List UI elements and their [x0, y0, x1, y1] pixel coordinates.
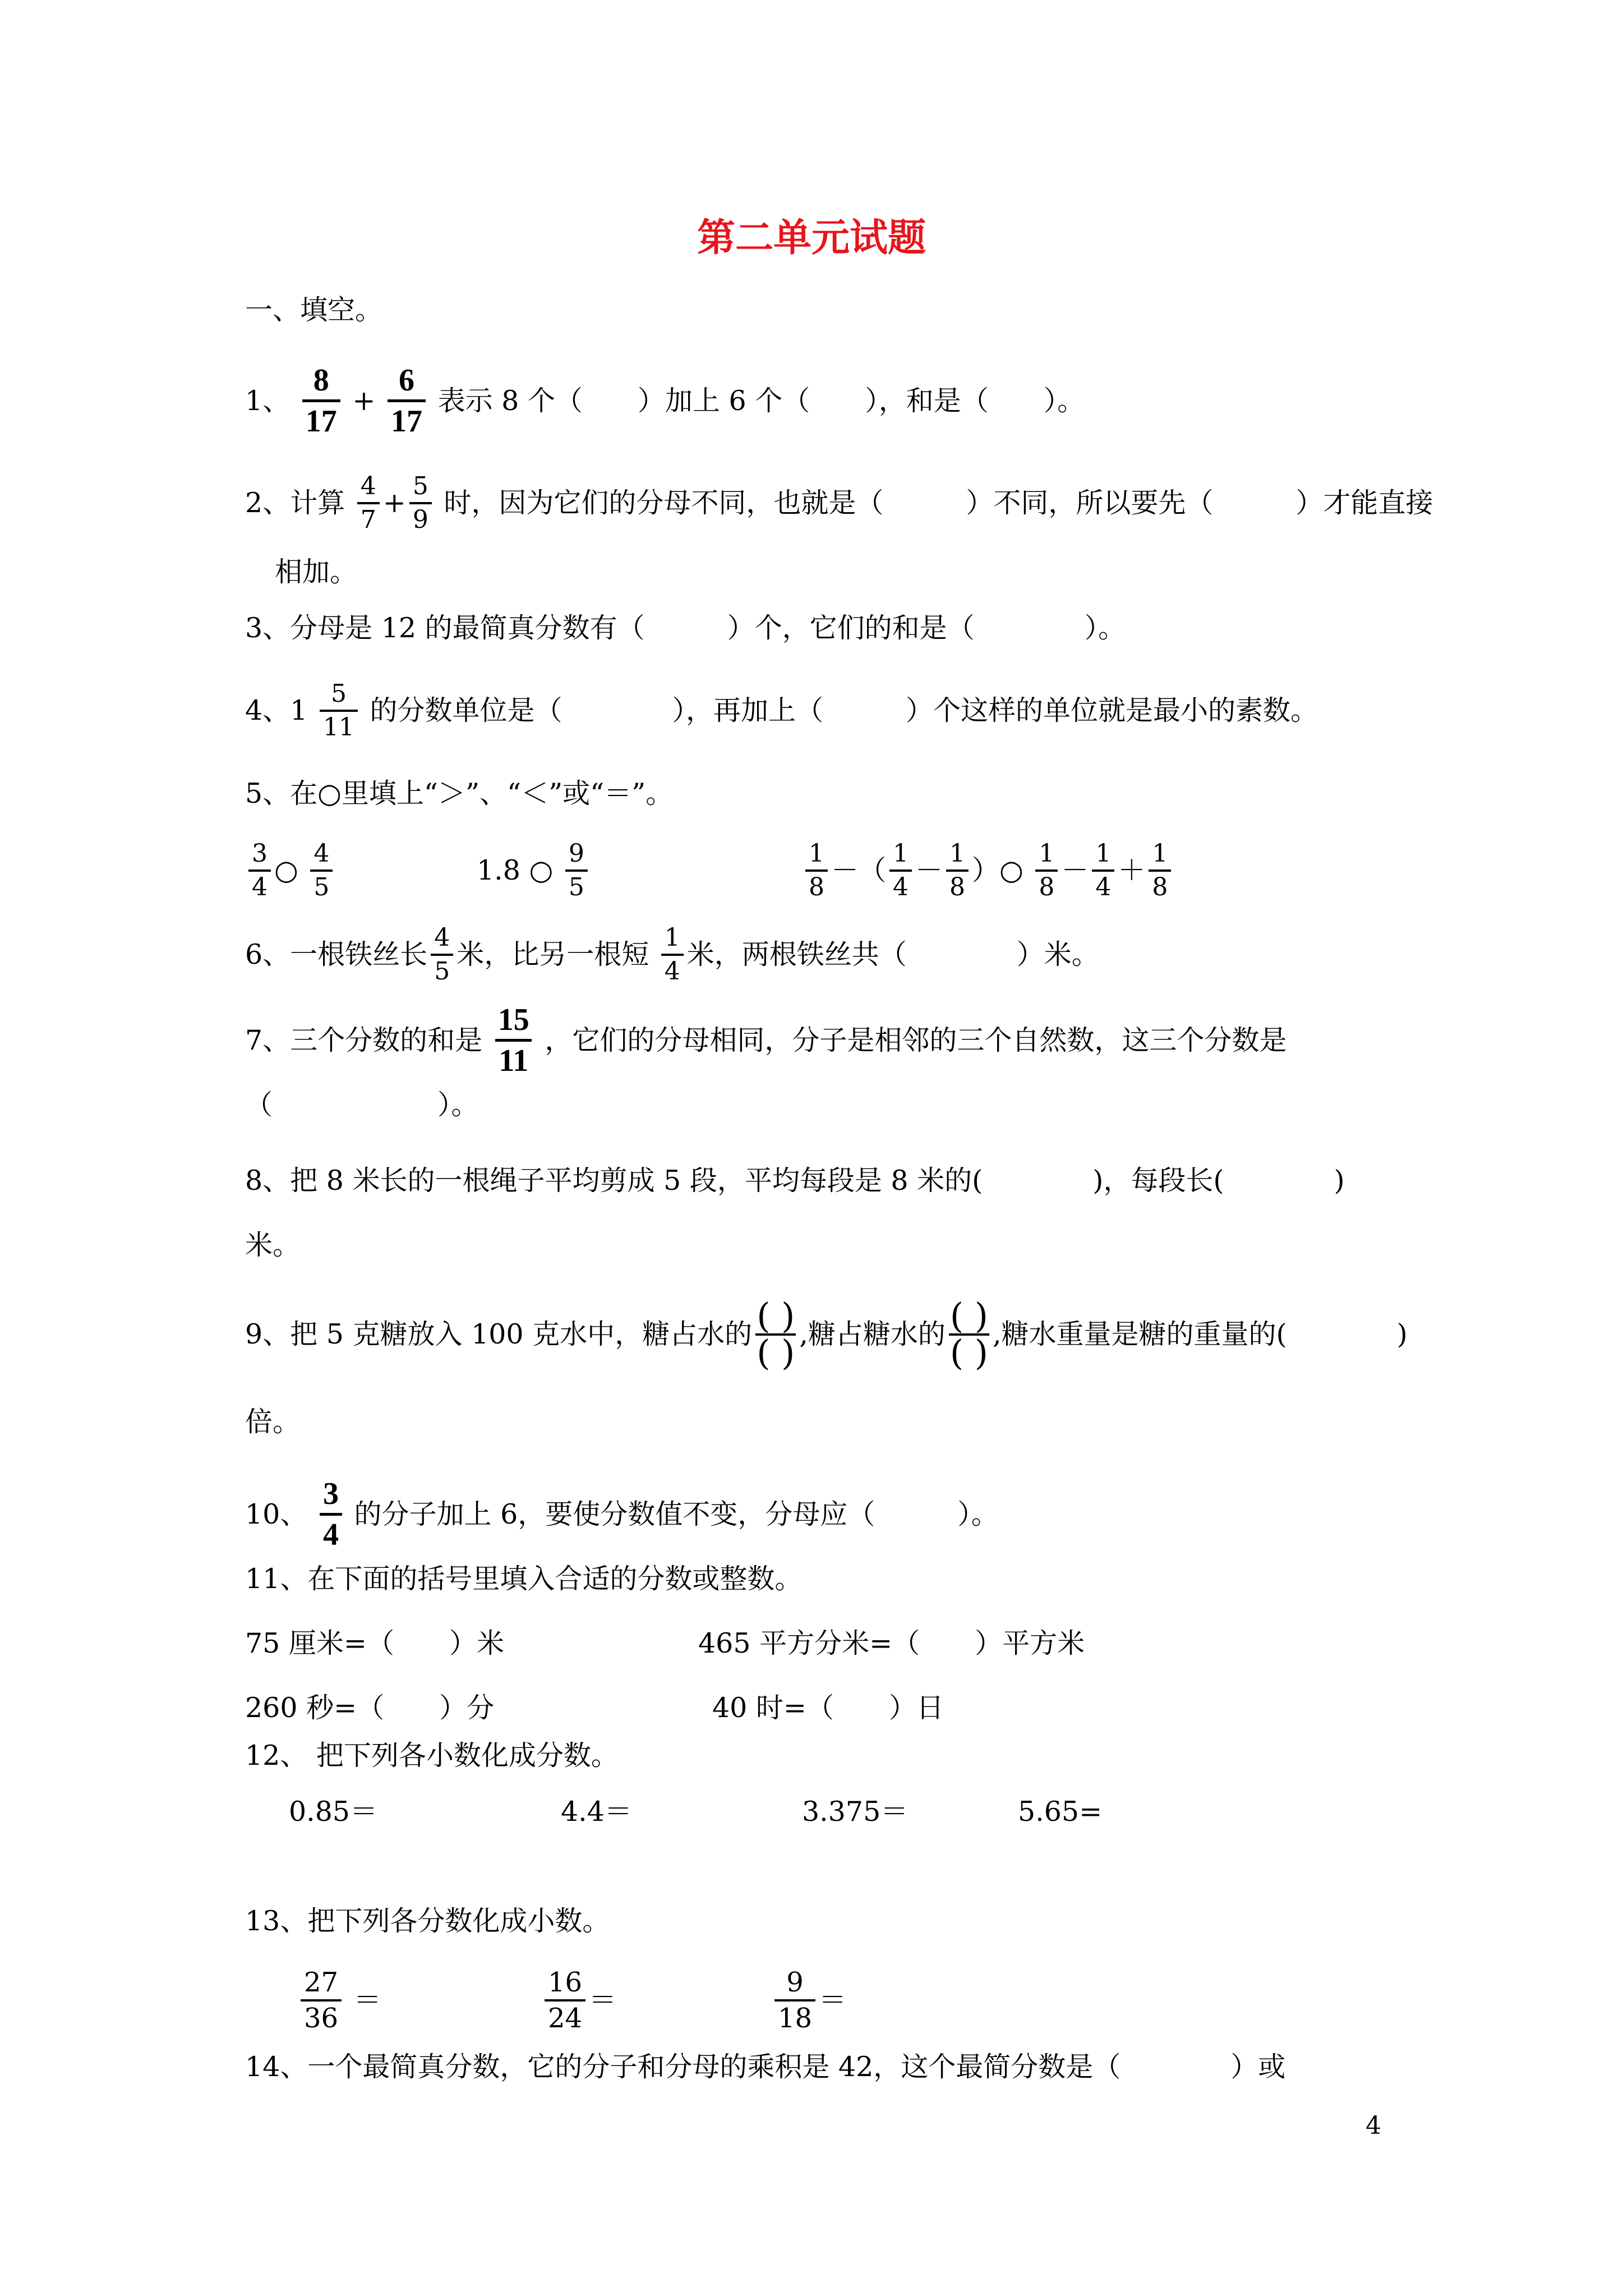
conversion-a: 75 厘米=（ ）米	[245, 1627, 504, 1659]
fraction: $\frac{15}{11}$	[495, 1004, 533, 1076]
conversion-c: 260 秒=（ ）分	[245, 1692, 495, 1724]
page-title: 第二单元试题	[697, 216, 926, 260]
decimal-item: 3.375＝	[802, 1796, 909, 1828]
blank-fraction[interactable]: ( ) ( )	[757, 1295, 795, 1373]
question-14: 14、一个最简真分数，它的分子和分母的乘积是 42，这个最简分数是（ ）或	[245, 2051, 1286, 2083]
fraction: $\frac{9}{18}$	[774, 1969, 815, 2032]
question-2: 2、计算 $\frac{4}{7}$ + $\frac{5}{9}$ 时，因为它们的分母不同，也就是（ ）不同，所以要先（ ）才能直接	[245, 472, 1433, 534]
fraction: $\frac{4}{5}$	[431, 926, 453, 984]
section-heading: 一、填空。	[245, 294, 383, 326]
fraction-item: $\frac{9}{18}$ ＝	[771, 1969, 846, 2032]
page-number: 4	[1366, 2111, 1381, 2140]
comparison-c: $\frac{1}{8}$ －（ $\frac{1}{4}$ － $\frac{1}{8}$ ）○ $\frac{1}{8}$ － $\frac{1}{4}$ ＋ $\frac{1}{8}$	[802, 841, 1174, 900]
question-12: 12、 把下列各小数化成分数。	[245, 1740, 619, 1772]
fraction: $\frac{5}{9}$	[409, 474, 432, 532]
question-2-continued: 相加。	[275, 556, 358, 588]
fraction: $\frac{1}{4}$	[661, 926, 684, 984]
question-5: 5、在○里填上“＞”、“＜”或“＝”。	[245, 777, 674, 809]
comparison-a	[245, 841, 336, 900]
fraction: $\frac{5}{11}$	[320, 682, 358, 740]
fraction: $\frac{27}{36}$	[301, 1969, 342, 2032]
question-11: 11、在下面的括号里填入合适的分数或整数。	[245, 1563, 803, 1595]
fraction: $\frac{8}{17}$	[302, 365, 340, 437]
fraction-item: $\frac{16}{24}$ ＝	[541, 1969, 616, 2032]
question-1: 1、 $\frac{8}{17}$ + $\frac{6}{17}$ 表示 8 个（ ）加上 6 个（ ），和是（ ）。	[245, 363, 1085, 439]
question-8: 8、把 8 米长的一根绳子平均剪成 5 段，平均每段是 8 米的( )，每段长( )	[245, 1165, 1345, 1197]
fraction: $\frac{1}{4}$	[889, 841, 912, 900]
fraction: $\frac{6}{17}$	[388, 365, 426, 437]
fraction: $\frac{1}{8}$	[805, 841, 828, 900]
decimal-item: 4.4＝	[561, 1796, 632, 1828]
question-7: 7、三个分数的和是 $\frac{15}{11}$ ，它们的分母相同，分子是相邻的三个自然数，这三个分数是	[245, 1002, 1287, 1078]
blank-fraction[interactable]: ( ) ( )	[949, 1295, 988, 1373]
question-3: 3、分母是 12 的最简真分数有（ ）个，它们的和是（ ）。	[245, 612, 1126, 644]
question-10: 10、 $\frac{3}{4}$ 的分子加上 6，要使分数值不变，分母应（ ）。	[245, 1476, 999, 1552]
question-13: 13、把下列各分数化成小数。	[245, 1905, 610, 1937]
decimal-item: 5.65=	[1018, 1796, 1103, 1828]
conversion-d: 40 时=（ ）日	[712, 1692, 944, 1724]
fraction-item: $\frac{27}{36}$ ＝	[297, 1969, 381, 2032]
conversion-b: 465 平方分米=（ ）平方米	[698, 1627, 1085, 1659]
fraction: $\frac{1}{8}$	[1149, 841, 1171, 900]
fraction: $\frac{1}{8}$	[946, 841, 969, 900]
fraction: $\frac{1}{8}$	[1035, 841, 1058, 900]
question-8-continued: 米。	[245, 1229, 301, 1261]
fraction: $\frac{1}{4}$	[1092, 841, 1114, 900]
fraction: $\frac{16}{24}$	[545, 1969, 585, 2032]
compare-circle[interactable]: ○	[274, 854, 298, 886]
question-9: 9、把 5 克糖放入 100 克水中，糖占水的 ( ) ( ) ,糖占糖水的 ( ) ( ) ,糖水重量是糖的重量的( )	[245, 1295, 1408, 1373]
fraction: $\frac{9}{5}$	[565, 841, 588, 900]
question-9-continued: 倍。	[245, 1406, 301, 1438]
decimal-item: 0.85＝	[289, 1796, 378, 1828]
comparison-b: 1.8 ○ $\frac{9}{5}$	[477, 841, 591, 900]
question-4: 4、1 $\frac{5}{11}$ 的分数单位是（ ），再加上（ ）个这样的单位就是最小的素数。	[245, 679, 1318, 742]
question-7-continued: （ ）。	[245, 1089, 479, 1121]
fraction: $\frac{4}{5}$	[310, 841, 333, 900]
fraction: $\frac{3}{4}$	[320, 1478, 342, 1550]
fraction: $\frac{4}{7}$	[357, 474, 380, 532]
question-6: 6、一根铁丝长 $\frac{4}{5}$ 米，比另一根短 $\frac{1}{4}$ 米，两根铁丝共（ ）米。	[245, 923, 1099, 986]
fraction: $\frac{3}{4}$	[248, 841, 271, 900]
